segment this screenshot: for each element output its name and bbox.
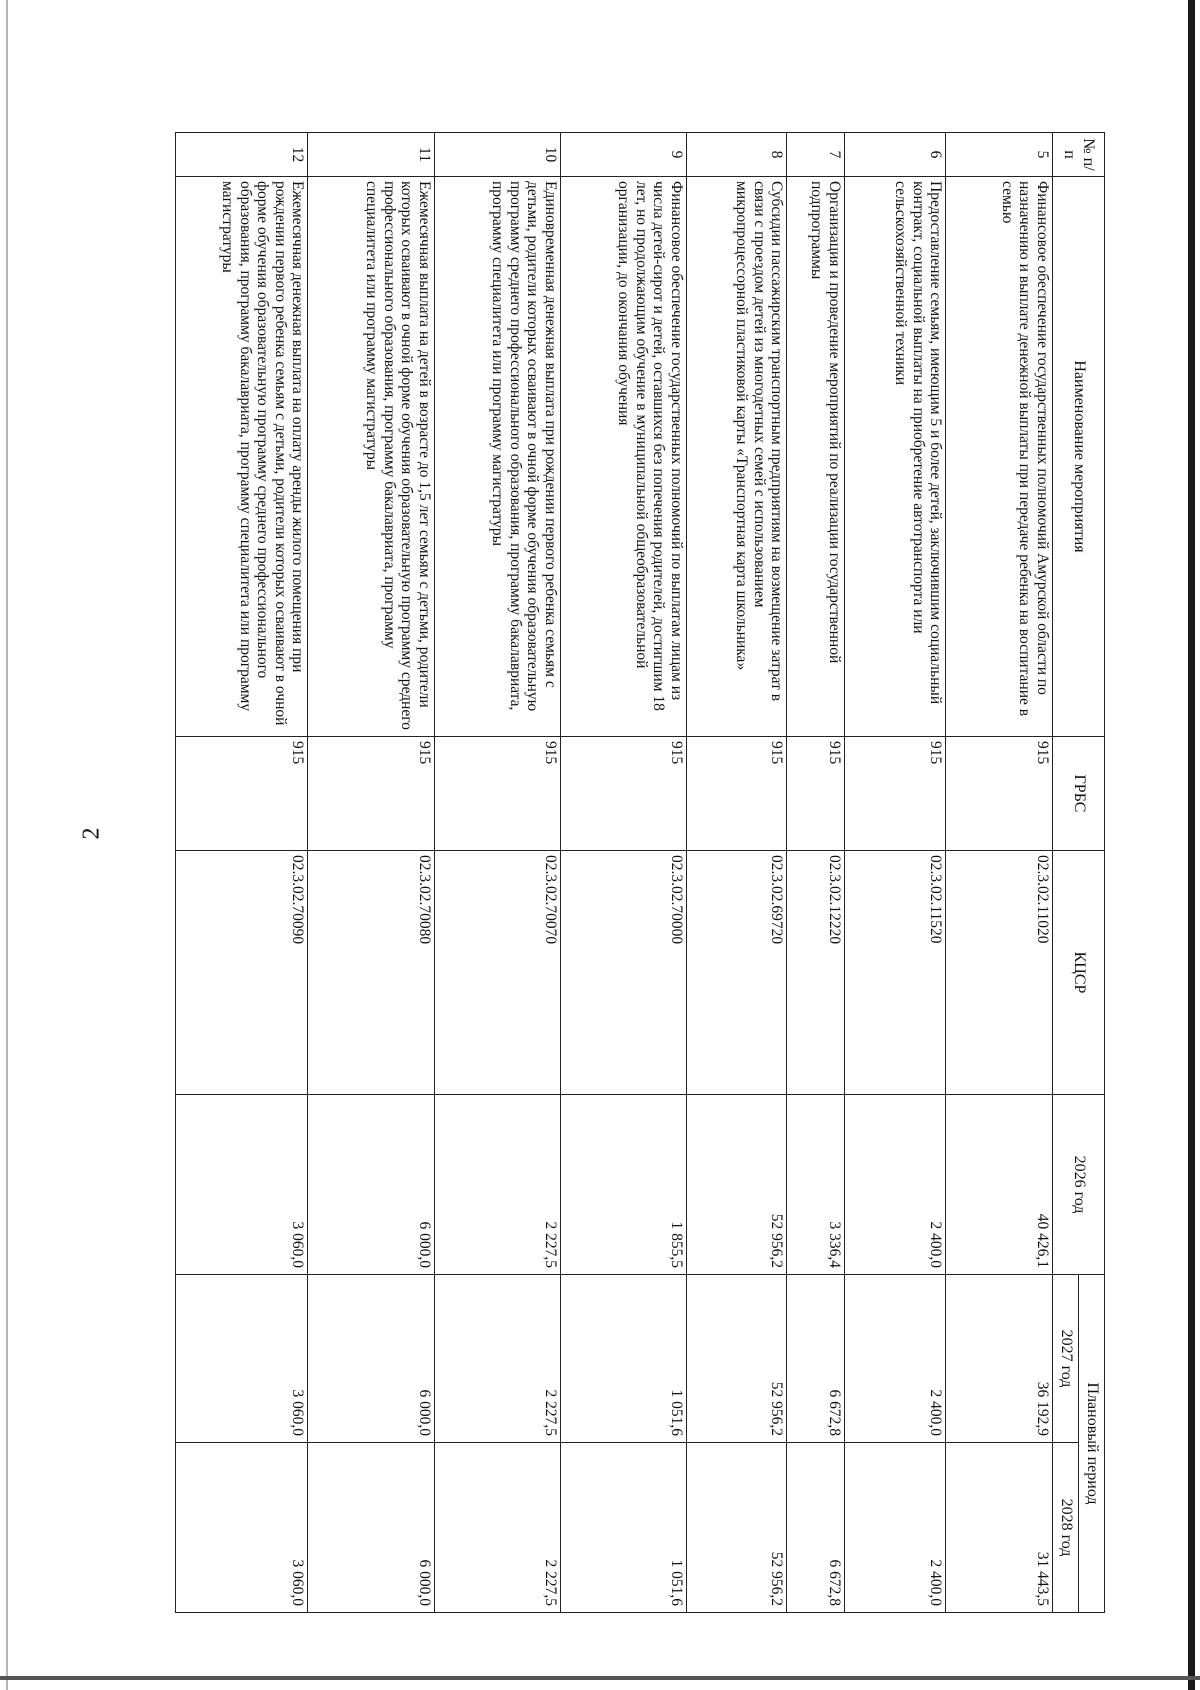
table-row xyxy=(434,133,560,1613)
row-kcsr: 02.3.02.11020 xyxy=(946,851,1053,1095)
row-kcsr: 02.3.02.70070 xyxy=(434,851,560,1095)
table-row xyxy=(787,133,845,1613)
row-2027: 3 060,0 xyxy=(176,1275,309,1443)
header-plan-period: Плановый период xyxy=(1079,1275,1105,1613)
page-number: 2 xyxy=(78,827,105,840)
row-kcsr: 02.3.02.70080 xyxy=(308,851,434,1095)
row-2026: 3 336,4 xyxy=(787,1095,845,1275)
row-2028: 3 060,0 xyxy=(176,1443,309,1613)
budget-table xyxy=(175,132,1105,1613)
row-2028: 2 227,5 xyxy=(434,1443,560,1613)
row-name: Единовременная денежная выплата при рождении первого ребенка семьям с детьми, родители которых осваивают в очной форме обучения образовательную программу среднего профессионального образования, программу бакалавриата, программу специалитета или программу магистратуры xyxy=(434,177,560,737)
row-grbs: 915 xyxy=(686,737,786,851)
row-2028: 6 672,8 xyxy=(787,1443,845,1613)
header-2028: 2028 год xyxy=(1053,1443,1079,1613)
row-2027: 6 672,8 xyxy=(787,1275,845,1443)
row-2026: 3 060,0 xyxy=(176,1095,309,1275)
row-2027: 2 227,5 xyxy=(434,1275,560,1443)
row-grbs: 915 xyxy=(434,737,560,851)
scan-edge-right xyxy=(1188,0,1195,1690)
row-2028: 1 051,6 xyxy=(560,1443,686,1613)
row-2026: 2 227,5 xyxy=(434,1095,560,1275)
row-grbs: 915 xyxy=(844,737,945,851)
row-kcsr: 02.3.02.69720 xyxy=(686,851,786,1095)
row-name: Предоставление семьям, имеющим 5 и более детей, заключившим социальный контракт, социальной выплаты на приобретение автотранспорта или сельскохозяйственной техники xyxy=(844,177,945,737)
row-name: Финансовое обеспечение государственных полномочий по выплатам лицам из числа детей-сирот и детей, оставшихся без попечения родителей, достигшим 18 лет, но продолжающим обучение в муниципальной общеобразовательной организации, до окончания обучения xyxy=(560,177,686,737)
row-2026: 52 956,2 xyxy=(686,1095,786,1275)
row-num: 10 xyxy=(434,133,560,177)
scan-edge-bottom xyxy=(0,1676,1200,1680)
table-row xyxy=(686,133,786,1613)
table-row xyxy=(844,133,945,1613)
header-grbs: ГРБС xyxy=(1053,737,1105,851)
row-2026: 40 426,1 xyxy=(946,1095,1053,1275)
row-2026: 1 855,5 xyxy=(560,1095,686,1275)
row-2028: 52 956,2 xyxy=(686,1443,786,1613)
row-num: 12 xyxy=(176,133,309,177)
row-num: 9 xyxy=(560,133,686,177)
row-grbs: 915 xyxy=(560,737,686,851)
row-kcsr: 02.3.02.11520 xyxy=(844,851,945,1095)
table-row xyxy=(946,133,1053,1613)
scan-edge-left xyxy=(6,0,8,1690)
row-name: Субсидии пассажирским транспортным предприятиям на возмещение затрат в связи с проездом детей из многодетных семей с использованием микропроцессорной пластиковой карты «Транспортная карта школьника» xyxy=(686,177,786,737)
row-grbs: 915 xyxy=(787,737,845,851)
header-kcsr: КЦСР xyxy=(1053,851,1105,1095)
row-name: Финансовое обеспечение государственных полномочий Амурской области по назначению и выплате денежной выплаты при передаче ребенка на воспитание в семью xyxy=(946,177,1053,737)
row-num: 6 xyxy=(844,133,945,177)
header-2027: 2027 год xyxy=(1053,1275,1079,1443)
row-grbs: 915 xyxy=(176,737,309,851)
row-kcsr: 02.3.02.70000 xyxy=(560,851,686,1095)
row-kcsr: 02.3.02.12220 xyxy=(787,851,845,1095)
row-2028: 2 400,0 xyxy=(844,1443,945,1613)
row-grbs: 915 xyxy=(308,737,434,851)
row-kcsr: 02.3.02.70090 xyxy=(176,851,309,1095)
row-num: 5 xyxy=(946,133,1053,177)
row-2027: 2 400,0 xyxy=(844,1275,945,1443)
row-name: Ежемесячная выплата на детей в возрасте до 1,5 лет семьям с детьми, родители которых осваивают в очной форме обучения образовательную программу среднего профессионального образования, программу бакалавриата, программу специалитета или программу магистратуры xyxy=(308,177,434,737)
row-2026: 2 400,0 xyxy=(844,1095,945,1275)
row-2027: 6 000,0 xyxy=(308,1275,434,1443)
row-grbs: 915 xyxy=(946,737,1053,851)
row-2026: 6 000,0 xyxy=(308,1095,434,1275)
row-num: 8 xyxy=(686,133,786,177)
row-2028: 31 443,5 xyxy=(946,1443,1053,1613)
table-row xyxy=(176,133,309,1613)
row-name: Организация и проведение мероприятий по реализации государственной подпрограммы xyxy=(787,177,845,737)
table-row xyxy=(308,133,434,1613)
header-name: Наименование мероприятия xyxy=(1053,177,1105,737)
row-2027: 52 956,2 xyxy=(686,1275,786,1443)
header-num: № п/п xyxy=(1053,133,1105,177)
table-row xyxy=(560,133,686,1613)
row-2028: 6 000,0 xyxy=(308,1443,434,1613)
row-2027: 1 051,6 xyxy=(560,1275,686,1443)
rotated-table-container xyxy=(175,132,1105,1612)
row-num: 11 xyxy=(308,133,434,177)
row-2027: 36 192,9 xyxy=(946,1275,1053,1443)
row-name: Ежемесячная денежная выплата на оплату аренды жилого помещения при рождении первого ребенка семьям с детьми, родители которых осваивают в очной форме обучения образовательную программу среднего профессионального образования, программу бакалавриата, программу специалитета или программу магистратуры xyxy=(176,177,309,737)
header-2026: 2026 год xyxy=(1053,1095,1105,1275)
row-num: 7 xyxy=(787,133,845,177)
